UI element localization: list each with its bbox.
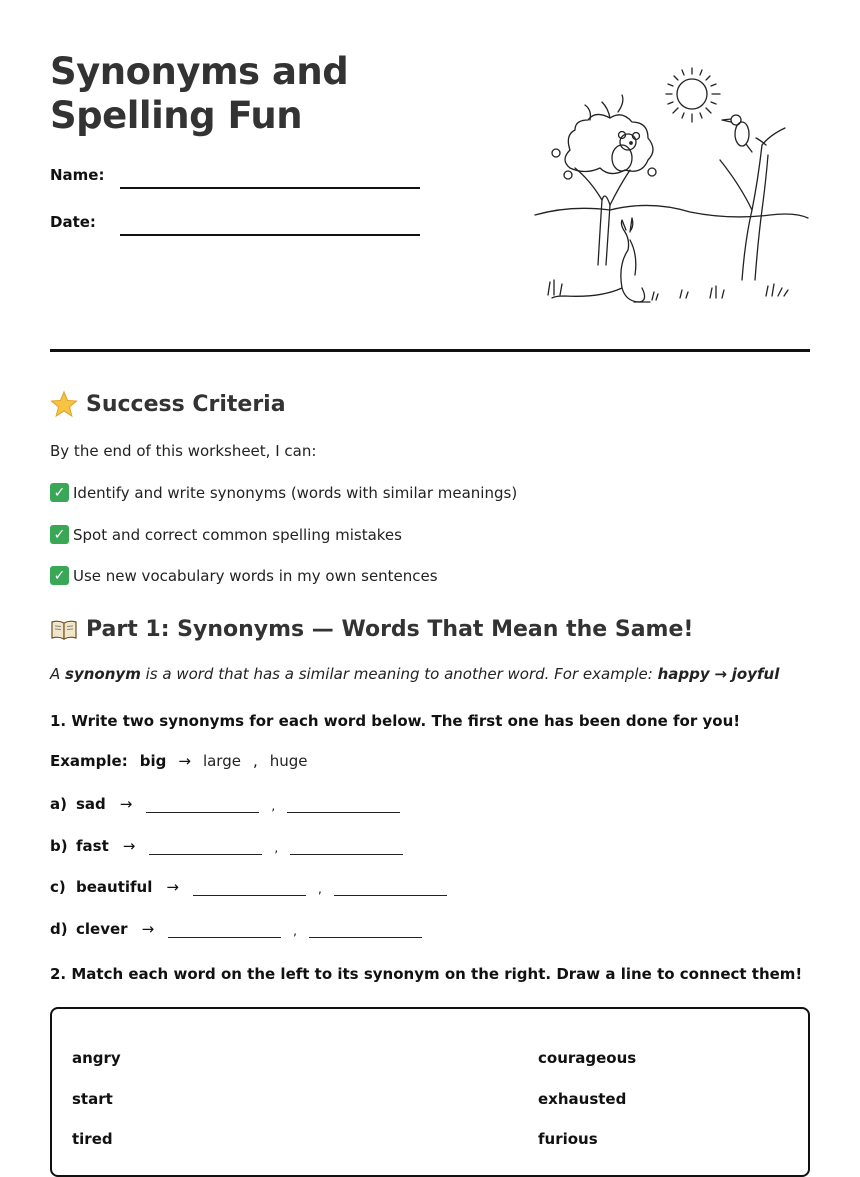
checkmark-icon: ✓ <box>50 483 69 502</box>
arrow-icon: → <box>178 752 191 770</box>
row-comma: , <box>317 882 322 896</box>
answer-blank-1[interactable] <box>149 841 262 855</box>
sun-icon <box>666 68 720 122</box>
arrow-icon: → <box>141 920 155 938</box>
kangaroo-figure <box>552 218 650 302</box>
koala-figure <box>612 132 640 172</box>
row-letter: b) <box>50 837 68 855</box>
row-comma: , <box>293 924 297 938</box>
row-word: clever <box>76 920 128 938</box>
criteria-item <box>50 483 517 502</box>
def-text: is a word that has a similar meaning to another word. For example: <box>145 665 653 683</box>
row-word: beautiful <box>76 878 153 896</box>
row-comma: , <box>274 841 279 855</box>
part1-title: Part 1: Synonyms — Words That Mean the Same! <box>86 616 694 642</box>
question-2: 2. Match each word on the left to its synonym on the right. Draw a line to connect them! <box>50 965 803 983</box>
example-word: big <box>139 752 167 770</box>
criteria-text: Spot and correct common spelling mistakes <box>73 525 402 544</box>
gum-tree-left <box>552 95 656 265</box>
def-article: A <box>50 665 61 683</box>
criteria-text: Identify and write synonyms (words with similar meanings) <box>73 483 518 502</box>
success-criteria-heading <box>50 390 286 418</box>
synonym-row-d <box>50 920 422 938</box>
star-icon <box>50 390 78 418</box>
question-1: 1. Write two synonyms for each word below. The first one has been done for you! <box>50 712 741 730</box>
answer-blank-2[interactable] <box>309 924 422 938</box>
example-synonym-1: large <box>202 752 241 770</box>
checkmark-icon: ✓ <box>50 566 69 585</box>
row-word: fast <box>76 837 109 855</box>
match-right-word[interactable]: exhausted <box>538 1090 627 1108</box>
arrow-icon: → <box>119 795 133 813</box>
row-letter: d) <box>50 920 68 938</box>
kookaburra-bird <box>722 115 752 152</box>
name-line <box>120 187 420 189</box>
matching-box <box>50 1007 810 1177</box>
gum-tree-right <box>720 128 785 280</box>
date-line <box>120 234 420 236</box>
row-comma: , <box>271 799 276 813</box>
criteria-item <box>50 525 402 544</box>
header-divider <box>50 349 810 352</box>
answer-blank-2[interactable] <box>290 841 403 855</box>
match-left-word[interactable]: tired <box>72 1130 113 1148</box>
example-label: Example: <box>50 752 128 770</box>
answer-blank-2[interactable] <box>334 882 447 896</box>
success-intro: By the end of this worksheet, I can: <box>50 442 317 460</box>
date-label: Date: <box>50 213 96 231</box>
name-label: Name: <box>50 166 105 184</box>
grass-tufts <box>548 280 788 300</box>
match-right-word[interactable]: courageous <box>538 1049 637 1067</box>
def-example-synonym: joyful <box>731 665 780 683</box>
example-row <box>50 752 308 770</box>
page-title: Synonyms and Spelling Fun <box>50 50 349 137</box>
synonym-definition <box>50 665 779 683</box>
row-letter: a) <box>50 795 67 813</box>
row-word: sad <box>76 795 106 813</box>
match-right-word[interactable]: furious <box>538 1130 598 1148</box>
outback-illustration <box>530 60 815 310</box>
arrow-icon: → <box>166 878 179 896</box>
row-letter: c) <box>50 878 66 896</box>
match-left-word[interactable]: start <box>72 1090 113 1108</box>
answer-blank-1[interactable] <box>168 924 281 938</box>
criteria-item <box>50 566 438 585</box>
answer-blank-2[interactable] <box>287 799 400 813</box>
synonym-row-a <box>50 795 400 813</box>
def-term: synonym <box>65 665 141 683</box>
answer-blank-1[interactable] <box>193 882 306 896</box>
example-comma: , <box>252 752 258 770</box>
success-criteria-title: Success Criteria <box>86 391 286 417</box>
part1-heading <box>50 615 693 643</box>
answer-blank-1[interactable] <box>146 799 259 813</box>
synonym-row-c <box>50 878 447 896</box>
example-synonym-2: huge <box>269 752 308 770</box>
def-example-word: happy <box>657 665 710 683</box>
open-book-icon <box>50 615 78 643</box>
checkmark-icon: ✓ <box>50 525 69 544</box>
synonym-row-b <box>50 837 403 855</box>
arrow-icon: → <box>122 837 136 855</box>
match-left-word[interactable]: angry <box>72 1049 121 1067</box>
criteria-text: Use new vocabulary words in my own sentences <box>73 566 438 585</box>
def-arrow: → <box>714 665 727 683</box>
